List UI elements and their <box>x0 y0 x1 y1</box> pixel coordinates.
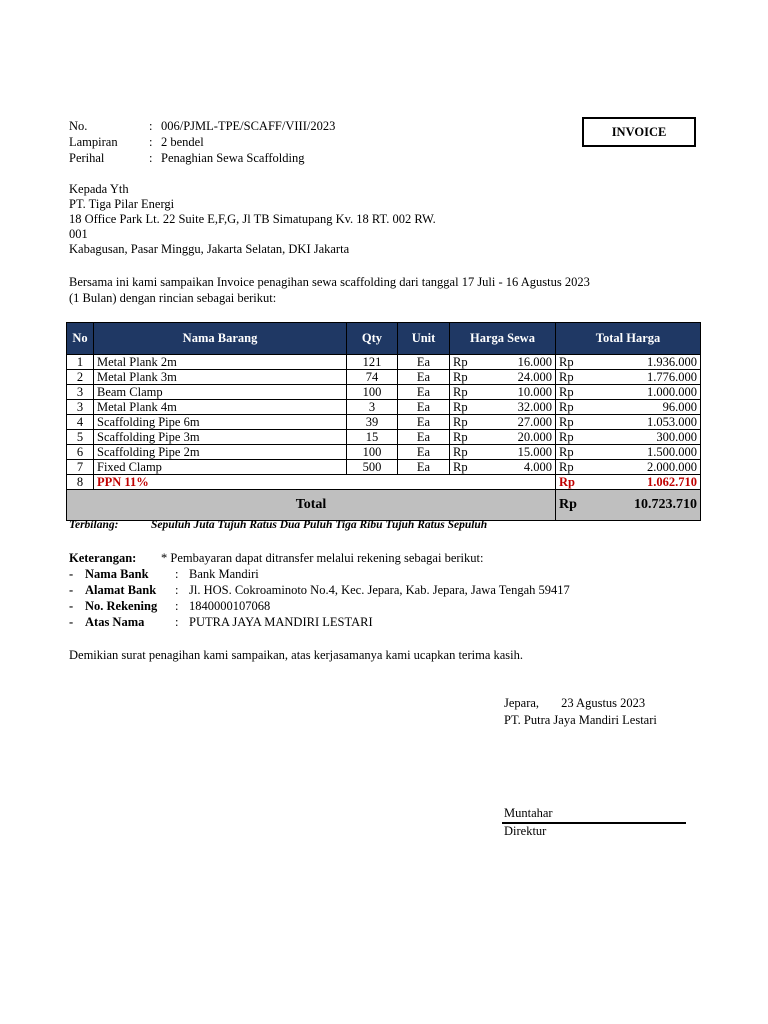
ppn-total: 1.062.710 <box>592 475 701 490</box>
colon: : <box>175 567 179 581</box>
cell-qty: 15 <box>347 430 398 445</box>
closing-sentence: Demikian surat penagihan kami sampaikan, atas kerjasamanya kami ucapkan terima kasih. <box>69 648 524 662</box>
cell-harga: 4.000 <box>486 460 556 475</box>
cell-currency: Rp <box>556 370 592 385</box>
meta-row-lampiran <box>69 134 335 150</box>
meta-colon: : <box>149 119 153 133</box>
payment-key: Nama Bank <box>85 567 149 581</box>
payment-key: Atas Nama <box>85 615 145 629</box>
cell-total: 96.000 <box>592 400 701 415</box>
terbilang-value: Sepuluh Juta Tujuh Ratus Dua Puluh Tiga Ribu Tujuh Ratus Sepuluh <box>151 519 488 531</box>
cell-no: 5 <box>67 430 94 445</box>
payment-value: PUTRA JAYA MANDIRI LESTARI <box>189 615 373 629</box>
recipient-address-line: 001 <box>69 227 88 241</box>
grand-total-row <box>67 490 701 521</box>
cell-total: 1.000.000 <box>592 385 701 400</box>
cell-currency: Rp <box>556 460 592 475</box>
cell-currency: Rp <box>556 430 592 445</box>
recipient-address-line: 18 Office Park Lt. 22 Suite E,F,G, Jl TB Simatupang Kv. 18 RT. 002 RW. <box>69 212 436 226</box>
payment-key: No. Rekening <box>85 599 158 613</box>
colon: : <box>175 599 179 613</box>
recipient-company: PT. Tiga Pilar Energi <box>69 197 175 211</box>
cell-currency: Rp <box>450 370 486 385</box>
cell-total: 1.776.000 <box>592 370 701 385</box>
cell-no: 3 <box>67 385 94 400</box>
payment-info-row <box>69 582 570 598</box>
dash: - <box>69 599 74 613</box>
cell-harga: 32.000 <box>486 400 556 415</box>
meta-label: Perihal <box>69 151 105 165</box>
cell-unit: Ea <box>398 400 450 415</box>
cell-no: 8 <box>67 475 94 490</box>
cell-currency: Rp <box>556 445 592 460</box>
cell-total: 1.500.000 <box>592 445 701 460</box>
cell-no: 7 <box>67 460 94 475</box>
cell-currency: Rp <box>556 490 592 521</box>
cell-qty: 74 <box>347 370 398 385</box>
cell-unit: Ea <box>398 415 450 430</box>
intro-paragraph <box>69 274 709 306</box>
cell-total: 300.000 <box>592 430 701 445</box>
cell-nama: Scaffolding Pipe 2m <box>94 445 347 460</box>
signer-name: Muntahar <box>504 806 553 820</box>
cell-qty: 39 <box>347 415 398 430</box>
table-row <box>67 415 701 430</box>
cell-currency: Rp <box>556 385 592 400</box>
cell-nama: Metal Plank 2m <box>94 355 347 370</box>
payment-key: Alamat Bank <box>85 583 157 597</box>
cell-total: 2.000.000 <box>592 460 701 475</box>
cell-currency: Rp <box>450 445 486 460</box>
meta-row-no <box>69 118 335 134</box>
cell-harga: 15.000 <box>486 445 556 460</box>
signature-block <box>504 695 657 729</box>
meta-label: No. <box>69 119 88 133</box>
table-row <box>67 355 701 370</box>
cell-currency: Rp <box>450 430 486 445</box>
cell-nama: Scaffolding Pipe 6m <box>94 415 347 430</box>
recipient-greeting: Kepada Yth <box>69 182 129 196</box>
cell-harga: 24.000 <box>486 370 556 385</box>
meta-value: 2 bendel <box>161 135 204 149</box>
cell-no: 3 <box>67 400 94 415</box>
place-date <box>504 695 657 712</box>
header-no: No <box>67 323 94 355</box>
payment-value: Bank Mandiri <box>189 567 259 581</box>
header-nama-barang: Nama Barang <box>94 323 347 355</box>
intro-line: (1 Bulan) dengan rincian sebagai berikut: <box>69 291 277 305</box>
invoice-table <box>66 322 701 521</box>
cell-currency: Rp <box>556 400 592 415</box>
cell-currency: Rp <box>556 415 592 430</box>
payment-info <box>69 550 570 630</box>
cell-harga: 16.000 <box>486 355 556 370</box>
cell-qty: 121 <box>347 355 398 370</box>
cell-unit: Ea <box>398 460 450 475</box>
table-row <box>67 430 701 445</box>
table-header-row <box>67 323 701 355</box>
payment-value: 1840000107068 <box>189 599 271 613</box>
ppn-row <box>67 475 701 490</box>
dash: - <box>69 567 74 581</box>
meta-value: 006/PJML-TPE/SCAFF/VIII/2023 <box>161 119 336 133</box>
payment-value: Jl. HOS. Cokroaminoto No.4, Kec. Jepara, Kab. Jepara, Jawa Tengah 59417 <box>189 583 570 597</box>
invoice-title: INVOICE <box>611 124 667 139</box>
table-row <box>67 385 701 400</box>
dash: - <box>69 615 74 629</box>
signature-company: PT. Putra Jaya Mandiri Lestari <box>504 713 657 727</box>
meta-colon: : <box>149 151 153 165</box>
cell-nama: Scaffolding Pipe 3m <box>94 430 347 445</box>
dash: - <box>69 583 74 597</box>
cell-no: 1 <box>67 355 94 370</box>
cell-currency: Rp <box>450 355 486 370</box>
cell-harga: 20.000 <box>486 430 556 445</box>
meta-row-perihal <box>69 150 335 166</box>
grand-total-value: 10.723.710 <box>592 490 701 521</box>
cell-currency: Rp <box>556 355 592 370</box>
intro-line: Bersama ini kami sampaikan Invoice penagihan sewa scaffolding dari tanggal 17 Juli - 16 Agustus 2023 <box>69 275 590 289</box>
header-unit: Unit <box>398 323 450 355</box>
signer-title: Direktur <box>504 824 547 838</box>
payment-info-header <box>69 550 570 566</box>
terbilang-label: Terbilang: <box>69 519 119 531</box>
keterangan-label: Keterangan: <box>69 551 137 565</box>
cell-currency: Rp <box>450 415 486 430</box>
cell-harga: 10.000 <box>486 385 556 400</box>
meta-colon: : <box>149 135 153 149</box>
header-qty: Qty <box>347 323 398 355</box>
cell-total: 1.936.000 <box>592 355 701 370</box>
recipient-block <box>69 182 436 257</box>
grand-total-label: Total <box>67 490 556 521</box>
cell-currency: Rp <box>450 460 486 475</box>
cell-currency: Rp <box>450 400 486 415</box>
terbilang <box>69 519 488 531</box>
keterangan-note: * Pembayaran dapat ditransfer melalui rekening sebagai berikut: <box>161 551 484 565</box>
cell-nama: Metal Plank 3m <box>94 370 347 385</box>
cell-qty: 500 <box>347 460 398 475</box>
cell-unit: Ea <box>398 370 450 385</box>
cell-currency: Rp <box>450 385 486 400</box>
payment-info-row <box>69 598 570 614</box>
cell-qty: 100 <box>347 385 398 400</box>
colon: : <box>175 615 179 629</box>
table-row <box>67 460 701 475</box>
letter-meta <box>69 118 335 166</box>
colon: : <box>175 583 179 597</box>
table-row <box>67 400 701 415</box>
cell-qty: 3 <box>347 400 398 415</box>
header-harga-sewa: Harga Sewa <box>450 323 556 355</box>
cell-nama: Beam Clamp <box>94 385 347 400</box>
signature-place: Jepara, <box>504 696 540 710</box>
cell-nama: Metal Plank 4m <box>94 400 347 415</box>
cell-unit: Ea <box>398 445 450 460</box>
cell-currency: Rp <box>556 475 592 490</box>
header-total-harga: Total Harga <box>556 323 701 355</box>
cell-qty: 100 <box>347 445 398 460</box>
cell-harga: 27.000 <box>486 415 556 430</box>
cell-no: 6 <box>67 445 94 460</box>
cell-total: 1.053.000 <box>592 415 701 430</box>
cell-nama: Fixed Clamp <box>94 460 347 475</box>
ppn-label: PPN 11% <box>94 475 556 490</box>
meta-value: Penaghian Sewa Scaffolding <box>161 151 305 165</box>
table-row <box>67 445 701 460</box>
table-row <box>67 370 701 385</box>
cell-unit: Ea <box>398 355 450 370</box>
cell-unit: Ea <box>398 385 450 400</box>
recipient-address-line: Kabagusan, Pasar Minggu, Jakarta Selatan, DKI Jakarta <box>69 242 350 256</box>
payment-info-row <box>69 614 570 630</box>
cell-no: 2 <box>67 370 94 385</box>
meta-label: Lampiran <box>69 135 118 149</box>
cell-unit: Ea <box>398 430 450 445</box>
invoice-title-box <box>582 117 696 147</box>
cell-no: 4 <box>67 415 94 430</box>
payment-info-row <box>69 566 570 582</box>
signature-date: 23 Agustus 2023 <box>561 696 646 710</box>
